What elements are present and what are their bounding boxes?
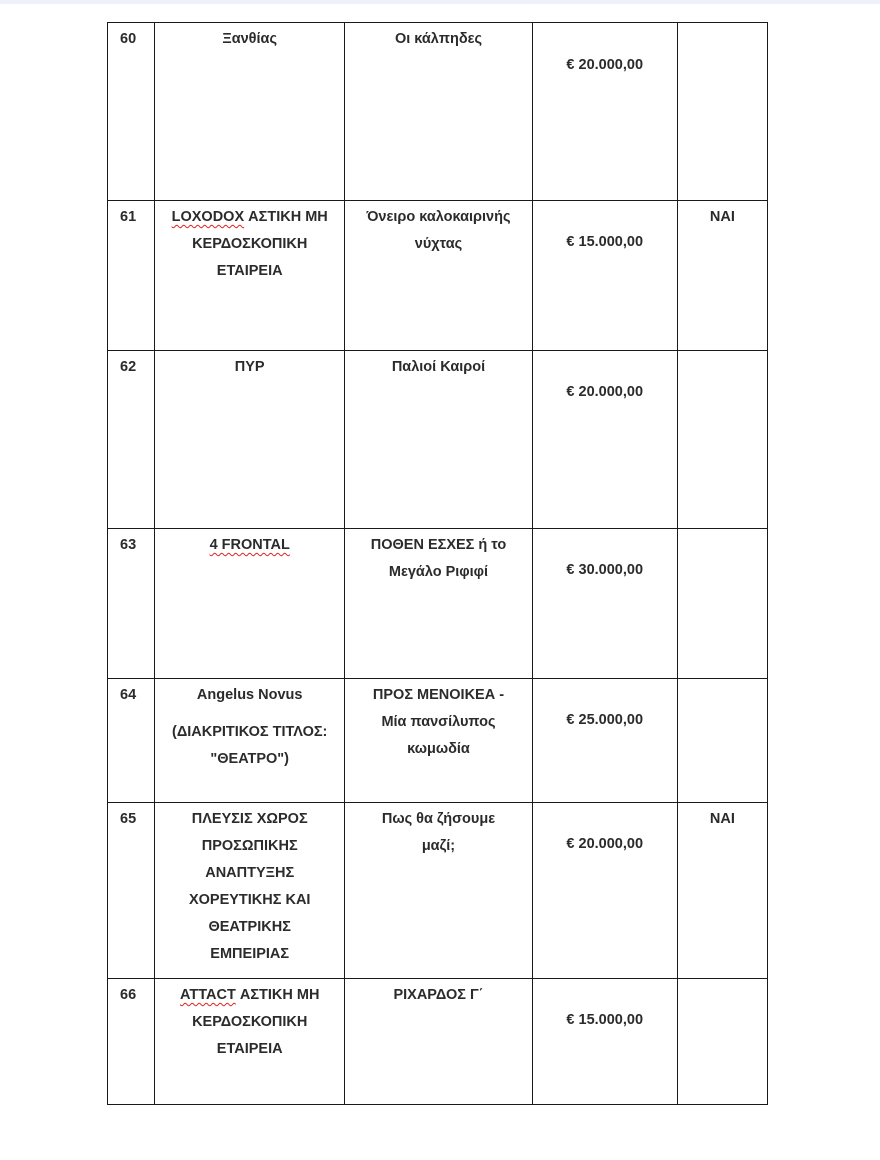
organization-line: ΚΕΡΔΟΣΚΟΠΙΚΗ <box>192 236 308 252</box>
row-number: 61 <box>108 201 155 351</box>
organization-line: "ΘΕΑΤΡΟ") <box>210 751 289 767</box>
table-row <box>108 529 768 679</box>
title-cell <box>345 803 532 979</box>
row-number: 66 <box>108 979 155 1105</box>
title-line: Παλιοί Καιροί <box>391 359 486 375</box>
organization-line: ΕΜΠΕΙΡΙΑΣ <box>210 946 290 962</box>
amount-cell <box>532 351 677 529</box>
title-cell <box>345 201 532 351</box>
organization-cell <box>155 679 345 803</box>
title-line: ΡΙΧΑΡΔΟΣ Γ΄ <box>393 987 484 1003</box>
amount-value: € 20.000,00 <box>566 836 644 852</box>
amount-value: € 20.000,00 <box>566 384 644 400</box>
table-row <box>108 201 768 351</box>
table-row <box>108 979 768 1105</box>
table-row <box>108 23 768 201</box>
amount-value: € 30.000,00 <box>566 562 644 578</box>
title-line: μαζί; <box>421 838 456 854</box>
row-number: 62 <box>108 351 155 529</box>
organization-cell <box>155 979 345 1105</box>
table-row <box>108 351 768 529</box>
organization-cell <box>155 803 345 979</box>
row-number: 63 <box>108 529 155 679</box>
table-row <box>108 803 768 979</box>
flag-cell <box>677 979 767 1105</box>
amount-cell <box>532 979 677 1105</box>
title-cell <box>345 23 532 201</box>
title-line: Όνειρο καλοκαιρινής <box>366 209 511 225</box>
organization-line: ΠΡΟΣΩΠΙΚΗΣ <box>201 838 298 854</box>
organization-cell <box>155 529 345 679</box>
flag-cell <box>677 351 767 529</box>
flag-cell: ΝΑΙ <box>677 803 767 979</box>
organization-name-marked: LOXODOX <box>171 209 245 225</box>
amount-cell <box>532 201 677 351</box>
title-cell <box>345 529 532 679</box>
title-line: κωμωδία <box>407 741 470 757</box>
amount-value: € 15.000,00 <box>566 1012 644 1028</box>
organization-line: Ξανθίας <box>222 31 278 47</box>
flag-cell <box>677 679 767 803</box>
organization-line: ΑΣΤΙΚΗ ΜΗ <box>248 209 328 225</box>
amount-cell <box>532 679 677 803</box>
title-line: νύχτας <box>414 236 463 252</box>
organization-line: Angelus Novus <box>196 687 303 703</box>
grants-table <box>107 22 768 1105</box>
flag-cell: ΝΑΙ <box>677 201 767 351</box>
title-line: ΠΡΟΣ ΜΕΝΟΙΚΕΑ - <box>372 687 505 703</box>
organization-line: ΚΕΡΔΟΣΚΟΠΙΚΗ <box>192 1014 308 1030</box>
organization-blank-line <box>159 709 340 719</box>
organization-line: ΧΟΡΕΥΤΙΚΗΣ ΚΑΙ <box>188 892 311 908</box>
amount-value: € 25.000,00 <box>566 712 644 728</box>
organization-name-marked: 4 FRONTAL <box>209 537 290 553</box>
flag-cell <box>677 529 767 679</box>
amount-cell <box>532 529 677 679</box>
organization-cell <box>155 201 345 351</box>
organization-line: ΕΤΑΙΡΕΙΑ <box>216 263 283 279</box>
organization-name-marked: ATTACT <box>179 987 236 1003</box>
title-line: Μία πανσίλυπος <box>381 714 496 730</box>
title-cell <box>345 679 532 803</box>
amount-cell <box>532 803 677 979</box>
title-cell <box>345 351 532 529</box>
organization-cell <box>155 351 345 529</box>
organization-line: ΠΛΕΥΣΙΣ ΧΩΡΟΣ <box>191 811 308 827</box>
organization-cell <box>155 23 345 201</box>
organization-line: ΑΝΑΠΤΥΞΗΣ <box>205 865 295 881</box>
organization-line: ΑΣΤΙΚΗ ΜΗ <box>239 987 320 1003</box>
title-line: Πως θα ζήσουμε <box>381 811 496 827</box>
amount-value: € 15.000,00 <box>566 234 644 250</box>
row-number: 64 <box>108 679 155 803</box>
row-number: 65 <box>108 803 155 979</box>
flag-cell <box>677 23 767 201</box>
organization-line: ΕΤΑΙΡΕΙΑ <box>216 1041 283 1057</box>
title-line: ΠΟΘΕΝ ΕΣΧΕΣ ή το <box>370 537 507 553</box>
table-row <box>108 679 768 803</box>
organization-line: ΠΥΡ <box>234 359 265 375</box>
title-line: Μεγάλο Ριφιφί <box>388 564 489 580</box>
organization-line: ΘΕΑΤΡΙΚΗΣ <box>208 919 291 935</box>
title-cell <box>345 979 532 1105</box>
amount-cell <box>532 23 677 201</box>
title-line: Οι κάλπηδες <box>394 31 483 47</box>
row-number: 60 <box>108 23 155 201</box>
organization-line: (ΔΙΑΚΡΙΤΙΚΟΣ ΤΙΤΛΟΣ: <box>172 724 328 740</box>
document-page <box>0 4 880 1160</box>
amount-value: € 20.000,00 <box>566 57 644 73</box>
